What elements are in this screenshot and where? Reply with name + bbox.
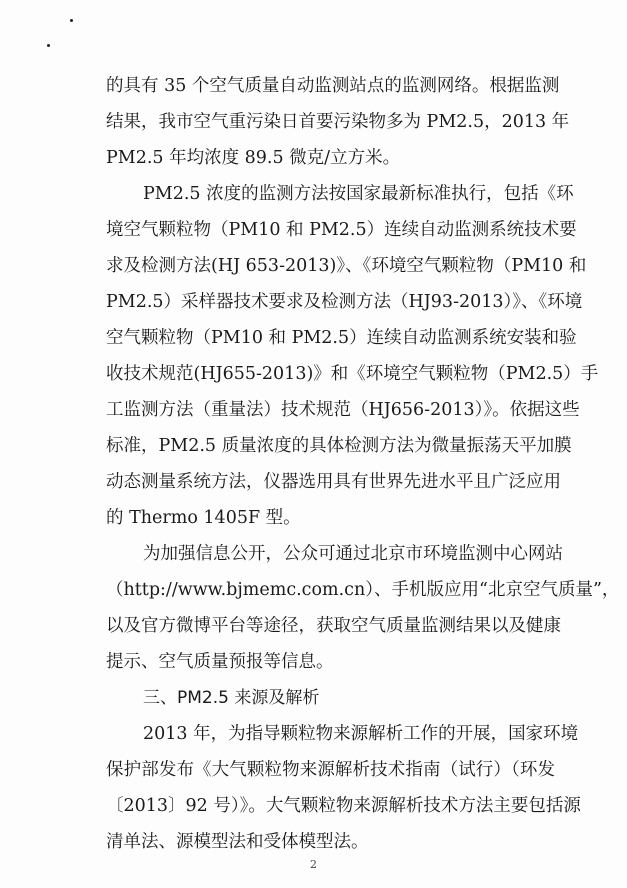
body-text-line: 的具有 35 个空气质量自动监测站点的监测网络。根据监测 xyxy=(106,76,560,96)
body-text-line: 2013 年，为指导颗粒物来源解析工作的开展，国家环境 xyxy=(143,724,579,744)
body-text-line: 求及检测方法(HJ 653-2013)》、《环境空气颗粒物（PM10 和 xyxy=(106,256,587,276)
body-text-line: PM2.5 年均浓度 89.5 微克/立方米。 xyxy=(106,148,401,168)
body-text-line: PM2.5 浓度的监测方法按国家最新标准执行，包括《环 xyxy=(143,184,574,204)
body-text-line: 保护部发布《大气颗粒物来源解析技术指南（试行）（环发 xyxy=(106,760,555,780)
body-text-line: PM2.5）采样器技术要求及检测方法（HJ93-2013）》、《环境 xyxy=(106,292,583,312)
body-text-line: （http://www.bjmemc.com.cn）、手机版应用“北京空气质量”， xyxy=(106,580,620,600)
body-text-line: 为加强信息公开，公众可通过北京市环境监测中心网站 xyxy=(143,544,563,564)
body-text-line: 以及官方微博平台等途径，获取空气质量监测结果以及健康 xyxy=(106,616,561,636)
body-text-line: 境空气颗粒物（PM10 和 PM2.5）连续自动监测系统技术要 xyxy=(106,220,577,240)
body-text-line: 〔2013〕92 号）》。大气颗粒物来源解析技术方法主要包括源 xyxy=(106,796,581,816)
body-text-line: 动态测量系统方法，仪器选用具有世界先进水平且广泛应用 xyxy=(106,472,561,492)
body-text-line: 工监测方法（重量法）技术规范（HJ656-2013）》。依据这些 xyxy=(106,400,580,420)
body-text-line: 收技术规范(HJ655-2013)》和《环境空气颗粒物（PM2.5）手 xyxy=(106,364,599,384)
page-number: 2 xyxy=(310,858,317,871)
body-text-line: 提示、空气质量预报等信息。 xyxy=(106,652,334,672)
scan-speck xyxy=(70,19,73,22)
body-text-line: 标准，PM2.5 质量浓度的具体检测方法为微量振荡天平加膜 xyxy=(106,436,572,456)
body-text-line: 结果，我市空气重污染日首要污染物多为 PM2.5，2013 年 xyxy=(106,112,570,132)
scan-speck xyxy=(47,44,50,47)
body-text-line: 清单法、源模型法和受体模型法。 xyxy=(106,832,369,852)
body-text-line: 的 Thermo 1405F 型。 xyxy=(106,508,301,528)
section-heading: 三、PM2.5 来源及解析 xyxy=(143,688,320,708)
body-text-line: 空气颗粒物（PM10 和 PM2.5）连续自动监测系统安装和验 xyxy=(106,328,577,348)
